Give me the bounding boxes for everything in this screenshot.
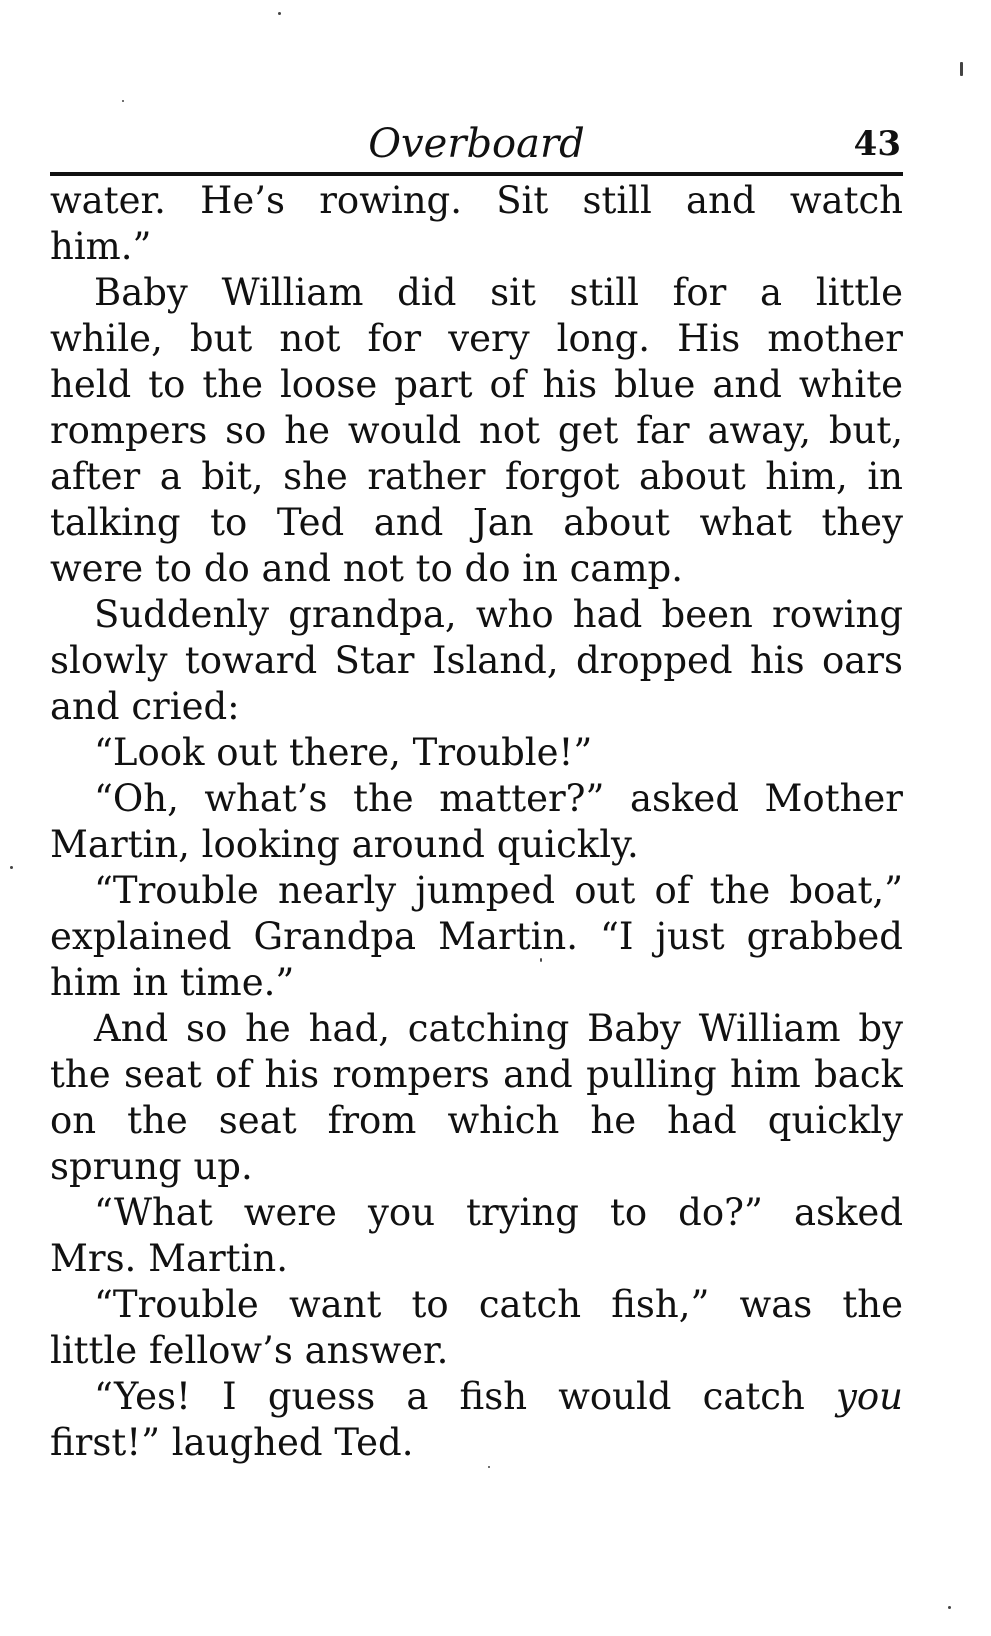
text-line: Mrs. Martin. <box>50 1237 289 1280</box>
text-line: the seat of his rompers and pulling him back <box>50 1053 903 1096</box>
text-line: “Trouble nearly jumped out of the boat,” <box>94 869 903 912</box>
text-line <box>50 1374 903 1420</box>
text-line: Martin, looking around quickly. <box>50 823 639 866</box>
text-line: slowly toward Star Island, dropped his oars <box>50 639 903 682</box>
paper-speck <box>122 100 124 102</box>
text-line: sprung up. <box>50 1145 253 1188</box>
chapter-title: Overboard <box>368 121 585 167</box>
text-line: him in time.” <box>50 961 295 1004</box>
text-line: little fellow’s answer. <box>50 1329 449 1372</box>
paper-speck <box>948 1606 951 1609</box>
text-line: and cried: <box>50 685 240 728</box>
text-line: first!” laughed Ted. <box>50 1421 414 1464</box>
text-fragment: “Yes! I guess a fish would catch <box>94 1375 836 1418</box>
running-head <box>50 118 903 172</box>
body-text <box>50 178 903 1466</box>
header-rule <box>50 172 903 176</box>
text-line: “What were you trying to do?” asked <box>94 1191 903 1234</box>
text-line: after a bit, she rather forgot about him, in <box>50 455 903 498</box>
text-line: were to do and not to do in camp. <box>50 547 683 590</box>
paper-speck <box>540 958 542 962</box>
text-line: water. He’s rowing. Sit still and watch <box>50 179 903 222</box>
text-line: Suddenly grandpa, who had been rowing <box>94 593 903 636</box>
text-line: while, but not for very long. His mother <box>50 317 903 360</box>
text-line: explained Grandpa Martin. “I just grabbed <box>50 915 903 958</box>
text-line: held to the loose part of his blue and white <box>50 363 903 406</box>
text-line: “Oh, what’s the matter?” asked Mother <box>94 777 903 820</box>
text-line: And so he had, catching Baby William by <box>94 1007 903 1050</box>
paper-speck <box>488 1466 490 1468</box>
text-line: talking to Ted and Jan about what they <box>50 501 903 544</box>
text-line: rompers so he would not get far away, but, <box>50 409 903 452</box>
paper-speck <box>278 12 281 15</box>
emphasis: you <box>835 1375 903 1418</box>
text-line: “Look out there, Trouble!” <box>94 731 593 774</box>
text-line: Baby William did sit still for a little <box>94 271 903 314</box>
text-line: on the seat from which he had quickly <box>50 1099 903 1142</box>
page-number: 43 <box>853 124 901 164</box>
text-line: him.” <box>50 225 152 268</box>
text-line: “Trouble want to catch fish,” was the <box>94 1283 903 1326</box>
paper-speck <box>960 62 963 76</box>
paper-speck <box>10 866 13 869</box>
